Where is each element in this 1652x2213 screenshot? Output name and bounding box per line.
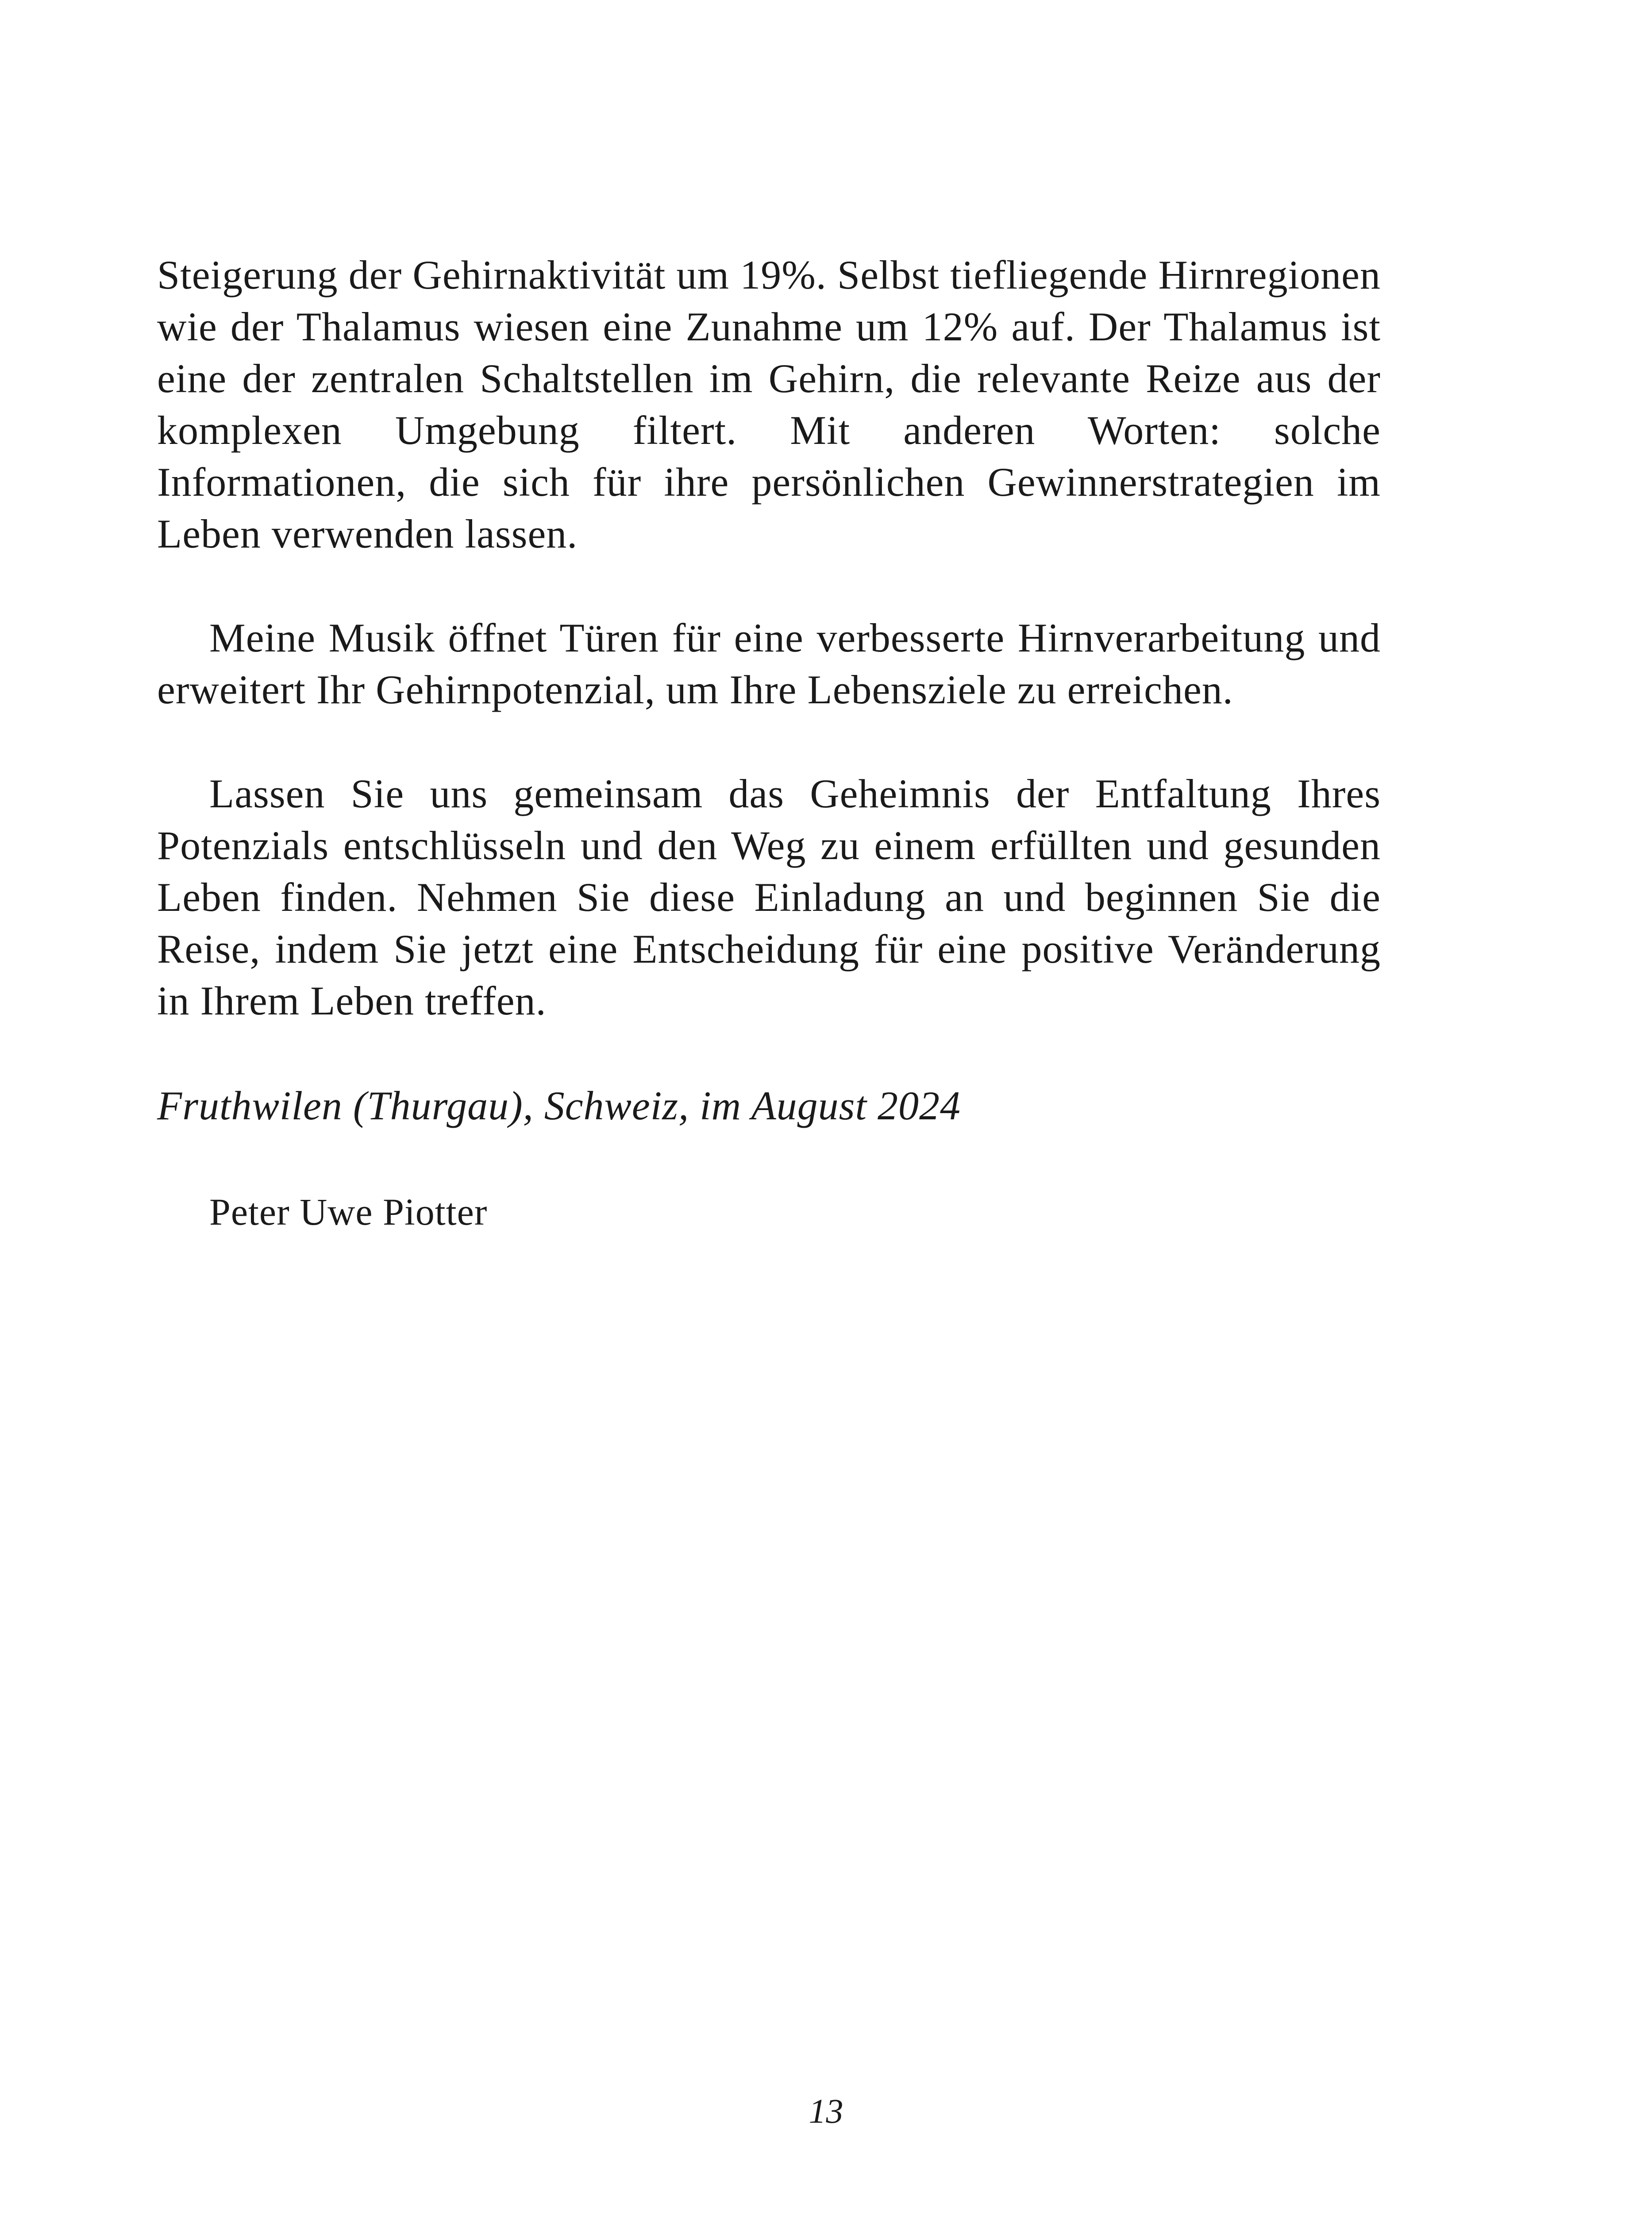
place-and-date: Fruthwilen (Thurgau), Schweiz, im August 2024: [157, 1083, 961, 1128]
author-signature: Peter Uwe Piotter: [209, 1191, 488, 1233]
body-paragraph-continued: Steigerung der Gehirnaktivität um 19%. Selbst tiefliegende Hirnregionen wie der Thalamus wiesen eine Zunahme um 12% auf. Der Thalamus ist eine der zentralen Schaltstellen im Gehirn, die relevante Reize aus der komplexen Umgebung filtert. Mit anderen Worten: solche Informationen, die sich für ihre persönlichen Gewinnerstrategien im Leben verwenden lassen.: [157, 252, 1381, 556]
page-number: 13: [809, 2092, 843, 2130]
body-paragraph: Meine Musik öffnet Türen für eine verbesserte Hirnverarbeitung und erweitert Ihr Gehirnpotenzial, um Ihre Lebensziele zu erreichen.: [157, 615, 1381, 712]
body-paragraph: Lassen Sie uns gemeinsam das Geheimnis der Entfaltung Ihres Potenzials entschlüsseln und den Weg zu einem erfüllten und gesunden Leben finden. Nehmen Sie diese Einladung an und beginnen Sie die Reise, indem Sie jetzt eine Entscheidung für eine positive Veränderung in Ihrem Leben treffen.: [157, 771, 1381, 1023]
